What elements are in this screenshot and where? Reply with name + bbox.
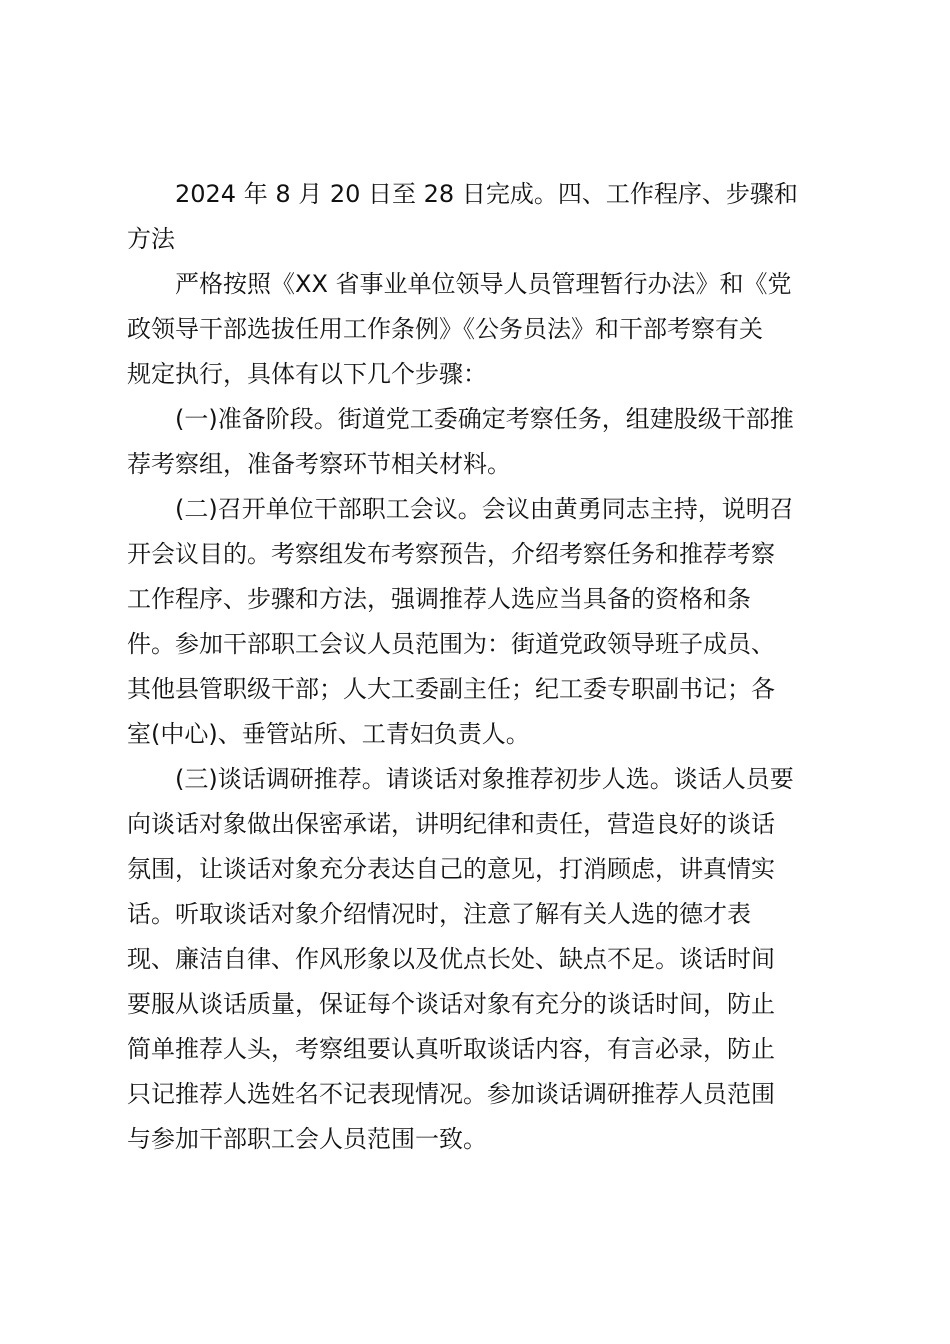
document-body [127, 172, 837, 1162]
paragraph-4: (二)召开单位干部职工会议。会议由黄勇同志主持，说明召 开会议目的。考察组发布考察预告，介绍考察任务和推荐考察 工作程序、步骤和方法，强调推荐人选应当具备的资格和条 件。参加干部职工会议人员范围为：街道党政领导班子成员、 其他县管职级干部；人大工委副主任；纪工委专职副书记；各 室(中心)、垂管站所、工青妇负责人。 [127, 495, 794, 748]
paragraph-1: 2024 年 8 月 20 日至 28 日完成。四、工作程序、步骤和 方法 [127, 180, 798, 253]
paragraph-5: (三)谈话调研推荐。请谈话对象推荐初步人选。谈话人员要 向谈话对象做出保密承诺，讲明纪律和责任，营造良好的谈话 氛围，让谈话对象充分表达自己的意见，打消顾虑，讲真情实 话。听取谈话对象介绍情况时，注意了解有关人选的德才表 现、廉洁自律、作风形象以及优点长处、缺点不足。谈话时间 要服从谈话质量，保证每个谈话对象有充分的谈话时间，防止 简单推荐人头，考察组要认真听取谈话内容，有言必录，防止 只记推荐人选姓名不记表现情况。参加谈话调研推荐人员范围 与参加干部职工会人员范围一致。 [127, 765, 794, 1153]
paragraph-3: (一)准备阶段。街道党工委确定考察任务，组建股级干部推 荐考察组，准备考察环节相关材料。 [127, 405, 794, 478]
paragraph-2: 严格按照《XX 省事业单位领导人员管理暂行办法》和《党 政领导干部选拔任用工作条例》《公务员法》和干部考察有关 规定执行，具体有以下几个步骤： [127, 270, 792, 388]
